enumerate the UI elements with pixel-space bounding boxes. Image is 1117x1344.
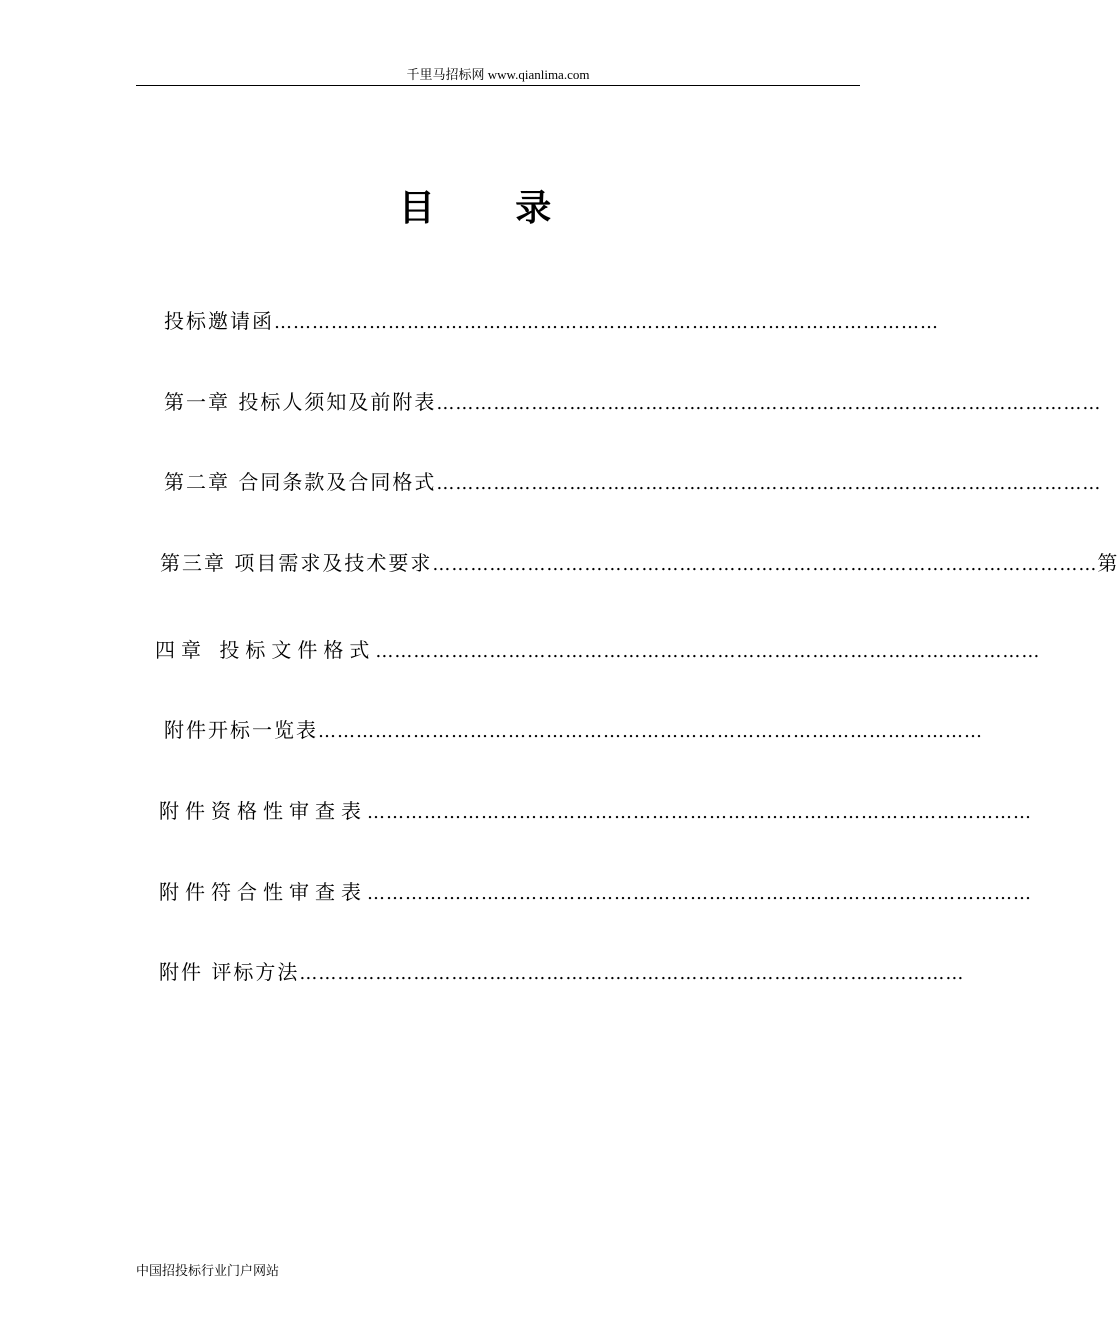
page-footer: 中国招投标行业门户网站 <box>136 1263 280 1278</box>
toc-entry-chapter-4[interactable] <box>155 637 1041 665</box>
toc-leader: …………………………………………………………………………………………… <box>367 802 1032 823</box>
toc-label: 附件开标一览表 <box>164 718 318 742</box>
toc-label: 第三章 项目需求及技术要求 <box>160 551 433 575</box>
toc-entry-attachment-compliance[interactable] <box>159 879 1032 907</box>
toc-entry-attachment-evaluation[interactable] <box>159 959 965 987</box>
toc-leader: …………………………………………………………………………………………… <box>318 721 983 742</box>
toc-leader: …………………………………………………………………………………………… <box>436 393 1102 414</box>
toc-entry-attachment-qualification[interactable] <box>159 798 1032 826</box>
toc-leader: …………………………………………………………………………………………… <box>367 883 1032 904</box>
toc-label: 附件符合性审查表 <box>159 880 367 904</box>
page-title: 目 录 <box>398 187 586 229</box>
toc-entry-chapter-1[interactable] <box>164 389 1102 417</box>
toc-label: 第一章 投标人须知及前附表 <box>164 390 437 414</box>
toc-leader: …………………………………………………………………………………………… <box>299 963 965 984</box>
toc-entry-invitation[interactable] <box>164 308 939 336</box>
toc-label: 附件 评标方法 <box>159 960 300 984</box>
toc-leader: …………………………………………………………………………………………… <box>274 312 939 333</box>
toc-label: 附件资格性审查表 <box>159 799 367 823</box>
toc-label: 四章 投标文件格式 <box>155 638 376 662</box>
toc-label: 第二章 合同条款及合同格式 <box>164 470 437 494</box>
toc-page: 第 <box>1097 551 1117 575</box>
toc-entry-chapter-3[interactable] <box>160 550 1117 578</box>
toc-leader: …………………………………………………………………………………………… <box>436 473 1102 494</box>
toc-leader: …………………………………………………………………………………………… <box>375 641 1041 662</box>
toc-entry-attachment-bid-summary[interactable] <box>164 717 983 745</box>
toc-leader: …………………………………………………………………………………………… <box>432 554 1098 575</box>
toc-label: 投标邀请函 <box>164 309 274 333</box>
toc-entry-chapter-2[interactable] <box>164 469 1102 497</box>
page-header: 千里马招标网 www.qianlima.com <box>406 67 590 82</box>
